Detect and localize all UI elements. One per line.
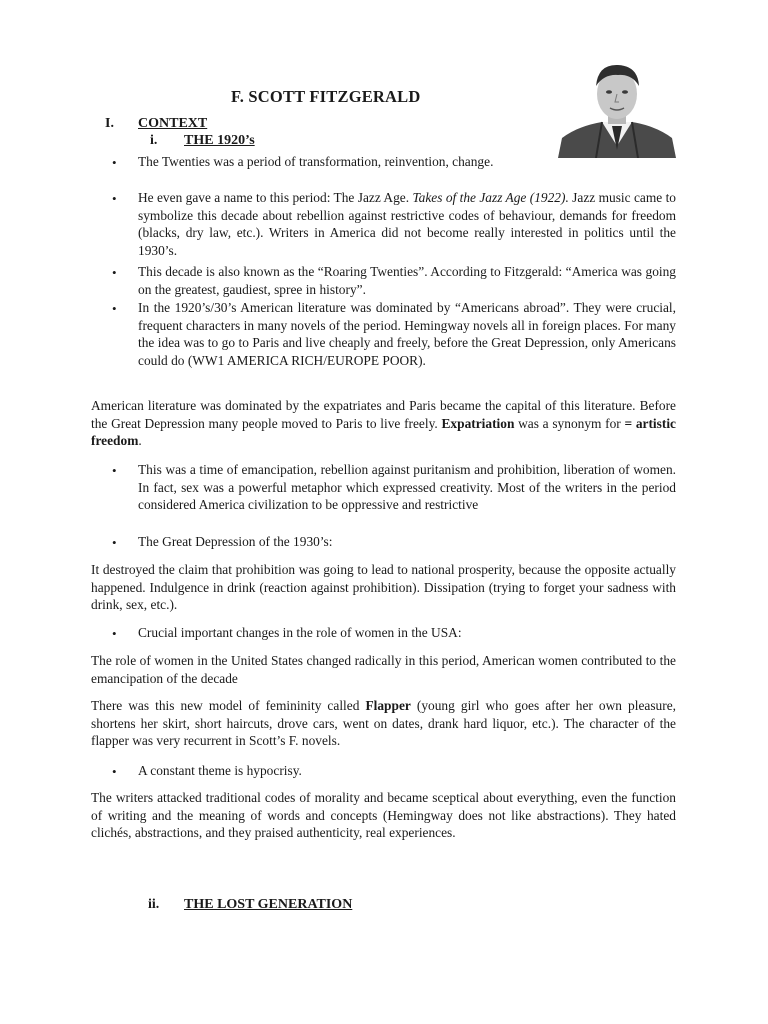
section-heading-context bbox=[105, 116, 207, 132]
bullet-marker: • bbox=[112, 301, 117, 316]
author-portrait bbox=[558, 60, 676, 158]
paragraph-prohibition: It destroyed the claim that prohibition was going to lead to national prosperity, because the opposite actually happened. Indulgence in drink (reaction against prohibition). Dissipation (trying to forget your sadness with drink, sex, etc.). bbox=[91, 562, 676, 613]
subsection-heading-lost-generation bbox=[148, 897, 352, 913]
expatriates-end: . bbox=[138, 433, 142, 449]
bullet-text-women-changes: Crucial important changes in the role of women in the USA: bbox=[138, 625, 462, 640]
expatriates-mid: was a synonym for bbox=[514, 415, 625, 431]
subsection-label: THE LOST GENERATION bbox=[184, 897, 353, 912]
bullet-text-roaring-twenties: This decade is also known as the “Roaring Twenties”. According to Fitzgerald: “America was going on the greatest, gaudiest, spree in history”. bbox=[138, 264, 676, 297]
bullet-marker: • bbox=[112, 265, 117, 280]
paragraph-flapper bbox=[91, 697, 676, 750]
section-label: CONTEXT bbox=[138, 116, 208, 131]
bullet-marker: • bbox=[112, 463, 117, 478]
flapper-text-rest: (young girl who goes after her own pleasure, shortens her skirt, short haircuts, drove cars, went on dates, drank hard liquor, etc.). The character of the flapper was very recurrent in Scott’s F. novels. bbox=[91, 698, 676, 749]
document-title: F. SCOTT FITZGERALD bbox=[231, 87, 421, 106]
subsection-label: THE 1920’s bbox=[184, 133, 255, 148]
paragraph-role-of-women: The role of women in the United States changed radically in this period, American women contributed to the emancipation of the decade bbox=[91, 653, 676, 686]
bullet-marker: • bbox=[112, 155, 117, 170]
bullet-text-twenties: The Twenties was a period of transformation, reinvention, change. bbox=[138, 154, 494, 169]
jazz-age-text-rest: Jazz music came to symbolize this decade about rebellion against restrictive codes of behaviour, demands for freedom (blacks, dry law, etc.). Writers in America did not become really interested in politics until the 1930’s. bbox=[138, 190, 676, 258]
flapper-term: Flapper bbox=[365, 698, 411, 713]
paragraph-expatriates bbox=[91, 397, 676, 450]
bullet-text-jazz-age bbox=[138, 189, 676, 259]
paragraph-traditional-codes: The writers attacked traditional codes of morality and became sceptical about everything, even the function of writing and the meaning of words and concepts (Hemingway does not like abstractions). They hated clichés, abstractions, and they praised authenticity, real experiences. bbox=[91, 790, 676, 841]
bullet-text-emancipation: This was a time of emancipation, rebellion against puritanism and prohibition, liberation of women. In fact, sex was a powerful metaphor which expressed creativity. Most of the writers in the period considered America civilization to be oppressive and restrictive bbox=[138, 462, 676, 513]
jazz-age-text: He even gave a name to this period: The Jazz Age. bbox=[138, 190, 413, 205]
bullet-marker: • bbox=[112, 535, 117, 550]
flapper-text: There was this new model of femininity called bbox=[91, 698, 366, 713]
bullet-text-americans-abroad: In the 1920’s/30’s American literature was dominated by “Americans abroad”. They were crucial, frequent characters in many novels of the period. Hemingway novels all in foreign places. For many the idea was to go to Paris and live cheaply and freely, before the Great Depression, only Americans could do (WW1 AMERICA RICH/EUROPE POOR). bbox=[138, 300, 676, 368]
bullet-marker: • bbox=[112, 764, 117, 779]
bullet-marker: • bbox=[112, 191, 117, 206]
jazz-age-title: Takes of the Jazz Age (1922). bbox=[412, 190, 569, 205]
subsection-numeral: i. bbox=[150, 133, 158, 148]
subsection-numeral: ii. bbox=[148, 897, 160, 912]
artistic-freedom-term: = artistic freedom bbox=[91, 415, 676, 449]
bullet-marker: • bbox=[112, 626, 117, 641]
expatriates-text: American literature was dominated by the expatriates and Paris became the capital of this literature. Before the Great Depression many people moved to Paris to live freely. bbox=[91, 398, 676, 431]
bullet-text-hypocrisy: A constant theme is hypocrisy. bbox=[138, 763, 302, 778]
section-numeral: I. bbox=[105, 116, 114, 131]
subsection-heading-1920s bbox=[150, 133, 255, 149]
expatriation-term: Expatriation bbox=[441, 415, 515, 431]
bullet-text-great-depression: The Great Depression of the 1930’s: bbox=[138, 534, 333, 549]
